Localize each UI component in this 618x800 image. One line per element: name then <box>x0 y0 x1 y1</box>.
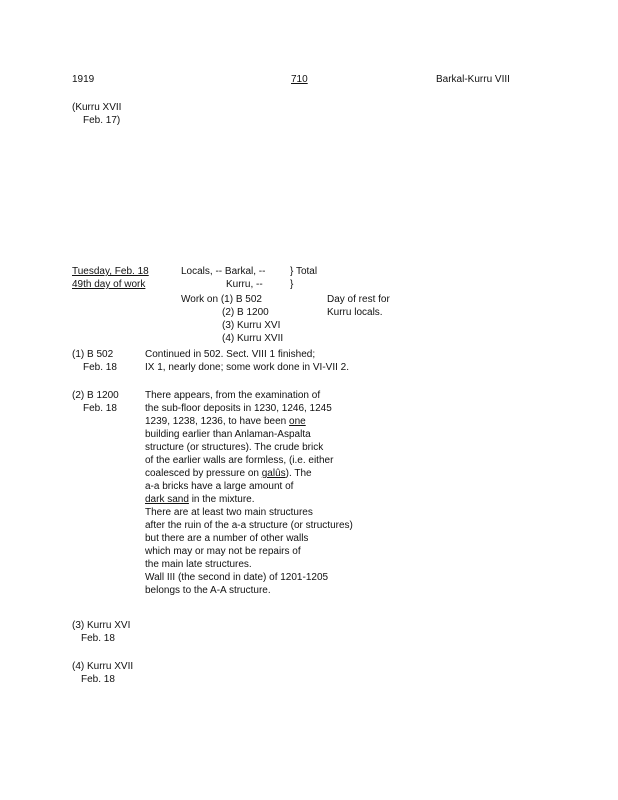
entry-text-line: There appears, from the examination of <box>145 390 321 401</box>
entry-date: Feb. 18 <box>81 674 115 685</box>
entry-text-line: Continued in 502. Sect. VIII 1 finished; <box>145 349 316 360</box>
entry-text-line: the sub-floor deposits in 1230, 1246, 1245 <box>145 403 332 414</box>
entry-text-line: belongs to the A-A structure. <box>145 585 271 596</box>
entry-label: (1) B 502 <box>72 349 114 360</box>
day-date: Tuesday, Feb. 18 <box>72 266 149 277</box>
underlined-word: one <box>289 416 306 427</box>
entry-text-line: structure (or structures). The crude brick <box>145 442 324 453</box>
entry-text-line: Wall III (the second in date) of 1201-1205 <box>145 572 329 583</box>
entry-text-line: a-a bricks have a large amount of <box>145 481 294 492</box>
entry-text-segment: coalesced by pressure on <box>145 468 259 479</box>
entry-label: (3) Kurru XVI <box>72 620 131 631</box>
crossref-line1: (Kurru XVII <box>72 102 122 113</box>
entry-date: Feb. 18 <box>81 633 115 644</box>
entry-text-line: of the earlier walls are formless, (i.e. either <box>145 455 334 466</box>
entry-text-line <box>145 493 255 506</box>
entry-text-line: which may or may not be repairs of <box>145 546 301 557</box>
entry-text-line <box>145 415 306 428</box>
entry-text-line: after the ruin of the a-a structure (or structures) <box>145 520 353 531</box>
entry-text-line: There are at least two main structures <box>145 507 313 518</box>
brace: } <box>290 279 294 290</box>
locals-barkal: Locals, -- Barkal, -- <box>181 266 266 277</box>
entry-text-line: IX 1, nearly done; some work done in VI-VII 2. <box>145 362 349 373</box>
header-title: Barkal-Kurru VIII <box>436 74 510 85</box>
entry-date: Feb. 18 <box>83 403 117 414</box>
work-on-item1: Work on (1) B 502 <box>181 294 262 305</box>
entry-text-line <box>145 467 312 480</box>
entry-text-segment: in the mixture. <box>188 494 255 505</box>
locals-kurru: Kurru, -- <box>226 279 263 290</box>
rest-note-line2: Kurru locals. <box>327 307 383 318</box>
entry-text-line: but there are a number of other walls <box>145 533 309 544</box>
entry-label: (4) Kurru XVII <box>72 661 134 672</box>
work-day: 49th day of work <box>72 279 146 290</box>
page-number: 710 <box>291 74 308 85</box>
rest-note-line1: Day of rest for <box>327 294 390 305</box>
header-year: 1919 <box>72 74 95 85</box>
work-on-item4: (4) Kurru XVII <box>222 333 284 344</box>
entry-date: Feb. 18 <box>83 362 117 373</box>
entry-text-line: the main late structures. <box>145 559 252 570</box>
entry-text-segment: ). The <box>285 468 312 479</box>
total-brace: } Total <box>290 266 318 277</box>
entry-text-segment: 1239, 1238, 1236, to have been <box>145 416 287 427</box>
entry-text-line: building earlier than Anlaman-Aspalta <box>145 429 311 440</box>
entry-label: (2) B 1200 <box>72 390 119 401</box>
underlined-word: galûs <box>261 468 286 479</box>
work-on-item2: (2) B 1200 <box>222 307 269 318</box>
underlined-word: dark sand <box>145 494 189 505</box>
crossref-line2: Feb. 17) <box>83 115 121 126</box>
work-on-item3: (3) Kurru XVI <box>222 320 281 331</box>
